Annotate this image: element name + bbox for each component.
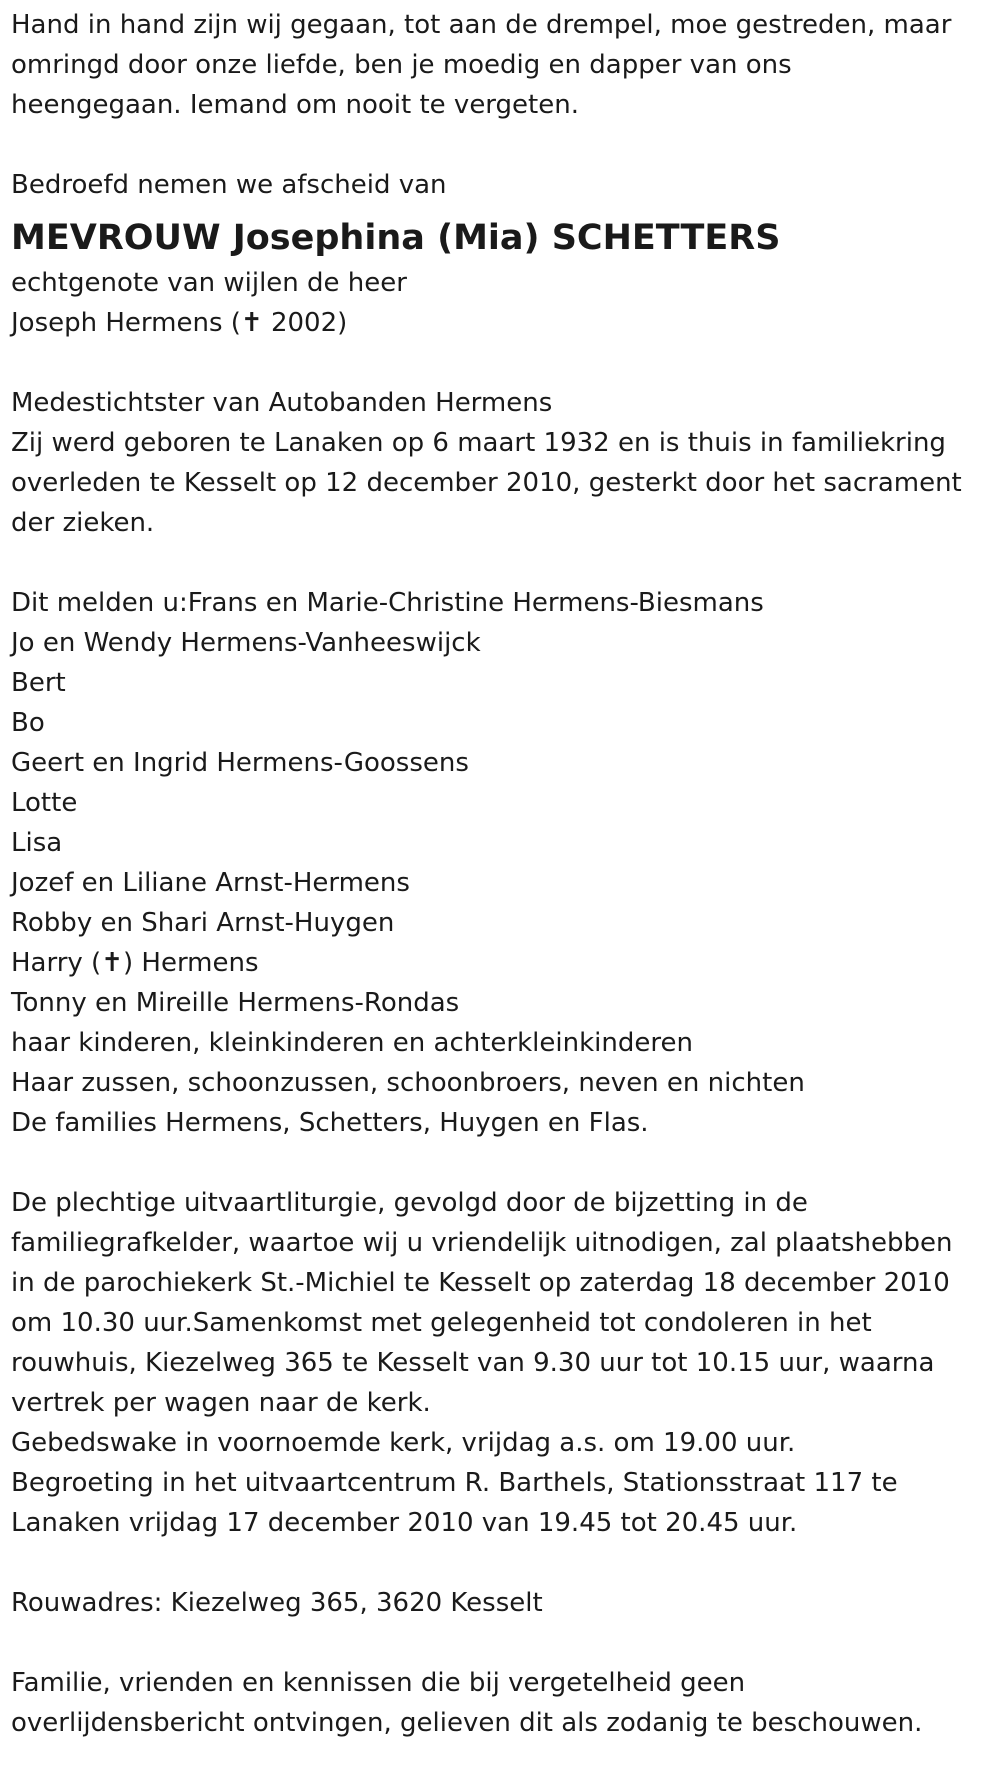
ceremony-details [11, 1183, 990, 1543]
ceremony-line: familiegrafkelder, waartoe wij u vriendelijk uitnodigen, zal plaatshebben [11, 1228, 953, 1258]
ceremony-line: om 10.30 uur.Samenkomst met gelegenheid tot condoleren in het [11, 1308, 872, 1338]
spouse-line: Joseph Hermens (✝ 2002) [11, 308, 348, 338]
announcer-line: Dit melden u:Frans en Marie-Christine Hermens-Biesmans [11, 588, 764, 618]
announcer-line: Robby en Shari Arnst-Huygen [11, 908, 395, 938]
spacer [11, 543, 990, 583]
spacer [11, 125, 990, 165]
announcer-line: Bo [11, 708, 45, 738]
intro-line: Hand in hand zijn wij gegaan, tot aan de drempel, moe gestreden, maar [11, 10, 952, 40]
spouse-info [11, 263, 990, 343]
announcer-line: De families Hermens, Schetters, Huygen en Flas. [11, 1108, 649, 1138]
announcer-line: haar kinderen, kleinkinderen en achterkleinkinderen [11, 1028, 693, 1058]
spouse-line: echtgenote van wijlen de heer [11, 268, 407, 298]
announcer-line: Haar zussen, schoonzussen, schoonbroers, neven en nichten [11, 1068, 805, 1098]
announcer-line: Lotte [11, 788, 78, 818]
spacer [11, 1143, 990, 1183]
intro-line: omringd door onze liefde, ben je moedig en dapper van ons [11, 50, 792, 80]
biography [11, 383, 990, 543]
announcer-line: Tonny en Mireille Hermens-Rondas [11, 988, 460, 1018]
bio-line: Zij werd geboren te Lanaken op 6 maart 1932 en is thuis in familiekring [11, 428, 946, 458]
announcer-line: Bert [11, 668, 66, 698]
ceremony-line: vertrek per wagen naar de kerk. [11, 1388, 431, 1418]
spacer [11, 1623, 990, 1663]
farewell-text: Bedroefd nemen we afscheid van [11, 170, 447, 200]
announcers-list [11, 583, 990, 1143]
mourning-address: Rouwadres: Kiezelweg 365, 3620 Kesselt [11, 1588, 543, 1618]
announcer-line: Lisa [11, 828, 63, 858]
intro-poem [11, 5, 990, 125]
spacer [11, 1543, 990, 1583]
announcer-line: Geert en Ingrid Hermens-Goossens [11, 748, 469, 778]
ceremony-line: Lanaken vrijdag 17 december 2010 van 19.45 tot 20.45 uur. [11, 1508, 798, 1538]
ceremony-line: Begroeting in het uitvaartcentrum R. Barthels, Stationsstraat 117 te [11, 1468, 898, 1498]
intro-line: heengegaan. Iemand om nooit te vergeten. [11, 90, 579, 120]
deceased-name: MEVROUW Josephina (Mia) SCHETTERS [11, 218, 781, 258]
announcer-line: Harry (✝) Hermens [11, 948, 259, 978]
closing-line: overlijdensbericht ontvingen, gelieven dit als zodanig te beschouwen. [11, 1708, 923, 1738]
ceremony-line: in de parochiekerk St.-Michiel te Kesselt op zaterdag 18 december 2010 [11, 1268, 950, 1298]
ceremony-line: Gebedswake in voornoemde kerk, vrijdag a.s. om 19.00 uur. [11, 1428, 796, 1458]
bio-line: overleden te Kesselt op 12 december 2010, gesterkt door het sacrament [11, 468, 962, 498]
bio-line: Medestichtster van Autobanden Hermens [11, 388, 553, 418]
announcer-line: Jozef en Liliane Arnst-Hermens [11, 868, 410, 898]
bio-line: der zieken. [11, 508, 155, 538]
announcer-line: Jo en Wendy Hermens-Vanheeswijck [11, 628, 481, 658]
ceremony-line: rouwhuis, Kiezelweg 365 te Kesselt van 9.30 uur tot 10.15 uur, waarna [11, 1348, 935, 1378]
ceremony-line: De plechtige uitvaartliturgie, gevolgd door de bijzetting in de [11, 1188, 808, 1218]
closing-note [11, 1663, 990, 1743]
closing-line: Familie, vrienden en kennissen die bij vergetelheid geen [11, 1668, 746, 1698]
spacer [11, 343, 990, 383]
